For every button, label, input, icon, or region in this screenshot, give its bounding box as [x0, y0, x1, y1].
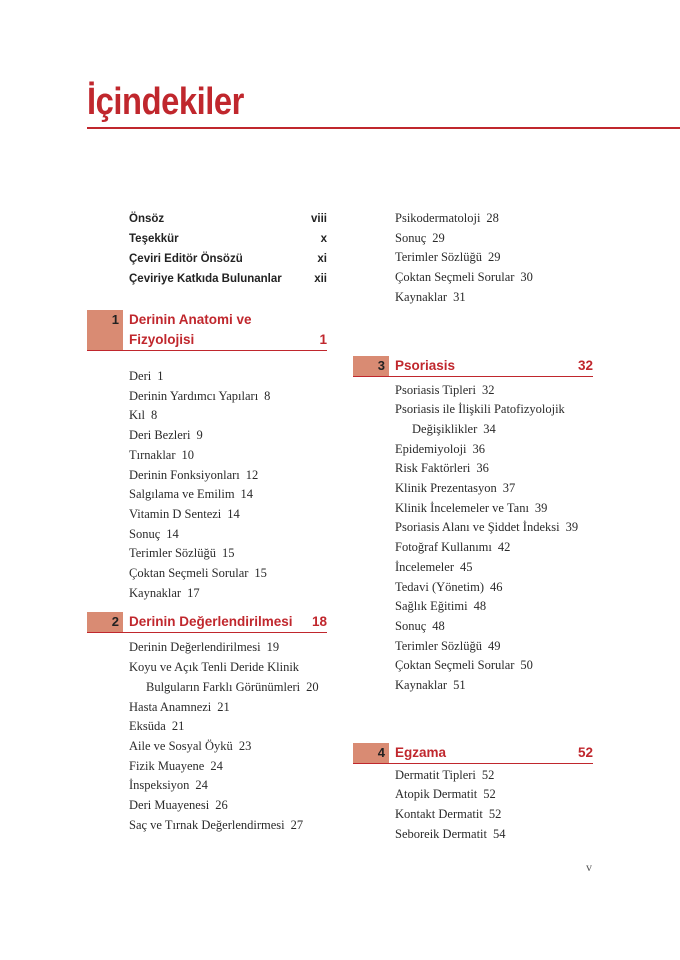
front-matter-item[interactable] [87, 229, 327, 249]
toc-entry[interactable]: Terimler Sözlüğü 29 [395, 250, 501, 265]
front-matter-list [87, 209, 327, 289]
chapter-1-entries [87, 367, 327, 603]
page-number: v [586, 860, 592, 874]
chapter-number-box: 2 [87, 612, 123, 632]
front-matter-label: Önsöz [129, 213, 165, 225]
chapter-heading-4[interactable] [353, 743, 593, 764]
toc-entry[interactable]: Terimler Sözlüğü 15 [129, 546, 235, 561]
toc-entry[interactable]: Salgılama ve Emilim 14 [129, 487, 254, 502]
chapter-heading-1[interactable] [87, 310, 327, 351]
toc-entry[interactable]: İncelemeler 45 [395, 559, 473, 574]
toc-entry[interactable]: Koyu ve Açık Tenli Deride Klinik Bulguların Farklı Görünümleri 20 [129, 660, 319, 694]
chapter-heading-2[interactable] [87, 612, 327, 633]
chapter-title-line: Derinin Değerlendirilmesi [129, 614, 293, 630]
chapter-title [389, 743, 593, 763]
chapter-2-entries-continued [353, 209, 593, 308]
toc-entry[interactable]: Vitamin D Sentezi 14 [129, 506, 240, 521]
front-matter-item[interactable] [87, 269, 327, 289]
chapter-title [123, 310, 327, 350]
chapter-page: 32 [577, 357, 593, 373]
toc-entry[interactable]: Psoriasis Alanı ve Şiddet İndeksi 39 [395, 520, 579, 535]
chapter-title [389, 356, 593, 376]
toc-entry[interactable]: Kıl 8 [129, 408, 158, 423]
front-matter-item[interactable] [87, 209, 327, 229]
front-matter-page: viii [311, 213, 327, 225]
toc-entry[interactable]: Psoriasis ile İlişkili Patofizyolojik Değişiklikler 34 [395, 402, 565, 436]
toc-entry[interactable]: Terimler Sözlüğü 49 [395, 638, 501, 653]
page-title: İçindekiler [87, 81, 244, 123]
toc-entry[interactable]: Deri Bezleri 9 [129, 428, 203, 443]
chapter-3-entries [353, 381, 593, 696]
toc-entry[interactable]: Kaynaklar 31 [395, 289, 466, 304]
toc-entry[interactable]: Çoktan Seçmeli Sorular 30 [395, 270, 533, 285]
toc-entry[interactable]: Risk Faktörleri 36 [395, 461, 489, 476]
chapter-heading-3[interactable] [353, 356, 593, 377]
toc-entry[interactable]: Aile ve Sosyal Öykü 23 [129, 738, 252, 753]
toc-entry[interactable]: Derinin Yardımcı Yapıları 8 [129, 388, 271, 403]
front-matter-label: Çeviri Editör Önsözü [129, 253, 243, 265]
toc-entry[interactable]: Çoktan Seçmeli Sorular 15 [129, 566, 267, 581]
toc-entry[interactable]: Sonuç 48 [395, 618, 445, 633]
toc-entry[interactable]: Kaynaklar 51 [395, 678, 466, 693]
toc-entry[interactable]: Çoktan Seçmeli Sorular 50 [395, 658, 533, 673]
toc-entry[interactable]: Derinin Değerlendirilmesi 19 [129, 640, 280, 655]
front-matter-page: x [320, 233, 327, 245]
toc-entry[interactable]: Deri 1 [129, 369, 164, 383]
toc-entry[interactable]: Fotoğraf Kullanımı 42 [395, 540, 511, 555]
chapter-2-entries [87, 638, 327, 835]
toc-entry[interactable]: İnspeksiyon 24 [129, 778, 208, 793]
toc-entry[interactable]: Tedavi (Yönetim) 46 [395, 579, 503, 594]
toc-entry[interactable]: Deri Muayenesi 26 [129, 798, 228, 813]
chapter-title-line: Psoriasis [395, 357, 456, 373]
toc-entry[interactable]: Klinik Prezentasyon 37 [395, 481, 516, 496]
toc-entry[interactable]: Epidemiyoloji 36 [395, 441, 486, 456]
toc-right-column [353, 209, 593, 845]
front-matter-page: xii [314, 273, 327, 285]
toc-entry[interactable]: Klinik İncelemeler ve Tanı 39 [395, 500, 548, 515]
chapter-number-box: 1 [87, 310, 123, 350]
chapter-4-entries [353, 766, 593, 845]
toc-entry[interactable]: Eksüda 21 [129, 719, 185, 734]
toc-entry[interactable]: Derinin Fonksiyonları 12 [129, 467, 259, 482]
chapter-number-box: 3 [353, 356, 389, 376]
chapter-title-line: Fizyolojisi [129, 332, 195, 347]
chapter-number-box: 4 [353, 743, 389, 763]
toc-entry[interactable]: Tırnaklar 10 [129, 447, 195, 462]
toc-entry[interactable]: Dermatit Tipleri 52 [395, 767, 495, 782]
toc-entry[interactable]: Seboreik Dermatit 54 [395, 826, 506, 841]
chapter-title-line: Derinin Anatomi ve [129, 312, 252, 327]
toc-entry[interactable]: Kontakt Dermatit 52 [395, 807, 502, 822]
front-matter-item[interactable] [87, 249, 327, 269]
toc-entry[interactable]: Sonuç 29 [395, 230, 445, 245]
front-matter-label: Teşekkür [129, 233, 179, 245]
toc-left-column [87, 209, 327, 835]
toc-entry[interactable]: Psoriasis Tipleri 32 [395, 382, 495, 397]
toc-entry[interactable]: Fizik Muayene 24 [129, 758, 223, 773]
toc-entry[interactable]: Hasta Anamnezi 21 [129, 699, 230, 714]
title-rule [87, 127, 680, 129]
chapter-title-line: Egzama [395, 744, 447, 760]
toc-entry[interactable]: Atopik Dermatit 52 [395, 787, 496, 802]
chapter-page: 52 [577, 744, 593, 760]
chapter-page: 18 [311, 614, 327, 630]
toc-entry[interactable]: Sağlık Eğitimi 48 [395, 599, 487, 614]
front-matter-page: xi [317, 253, 327, 265]
chapter-title [123, 612, 327, 632]
front-matter-label: Çeviriye Katkıda Bulunanlar [129, 273, 282, 285]
toc-entry[interactable]: Kaynaklar 17 [129, 585, 200, 600]
toc-entry[interactable]: Psikodermatoloji 28 [395, 211, 499, 225]
toc-entry[interactable]: Saç ve Tırnak Değerlendirmesi 27 [129, 817, 304, 832]
chapter-page: 1 [319, 332, 327, 347]
toc-entry[interactable]: Sonuç 14 [129, 526, 179, 541]
